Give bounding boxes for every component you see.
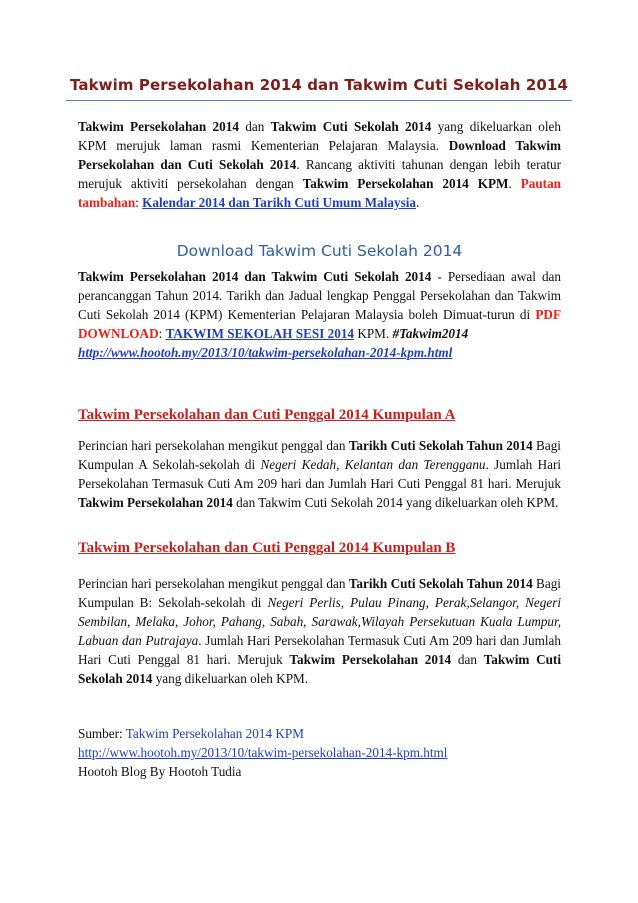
download-text-2: - Persediaan awal dan perancanggan Tahun 2014. Tarikh dan Jadual lengkap Penggal Persekolahan dan Takwim Cuti Sekolah 2014 (KPM) Kementerian Pelajaran Malaysia boleh Dimuat-turun di [78, 269, 561, 322]
download-heading: Download Takwim Cuti Sekolah 2014 [176, 242, 463, 260]
download-text-3: : [158, 326, 166, 341]
hashtag-takwim2014: #Takwim2014 [392, 326, 469, 341]
footer [78, 724, 561, 781]
intro-text-6: . Rancang aktiviti tahunan dengan lebih teratur merujuk aktiviti persekolahan dengan [78, 157, 561, 191]
section-a-heading[interactable]: Takwim Persekolahan dan Cuti Penggal 2014 Kumpulan A [78, 407, 456, 423]
a-text-1: Perincian hari persekolahan mengikut penggal dan [78, 438, 349, 453]
section-b-paragraph [78, 574, 561, 688]
a-text-7: dan Takwim Cuti Sekolah 2014 yang dikeluarkan oleh KPM. [232, 495, 559, 510]
download-bold-1: Takwim Persekolahan 2014 dan Takwim Cuti Sekolah 2014 [78, 269, 432, 284]
title-divider [66, 100, 572, 101]
section-b-heading[interactable]: Takwim Persekolahan dan Cuti Penggal 2014 Kumpulan B [78, 540, 456, 556]
intro-text-10: : [135, 195, 143, 210]
footer-url-link[interactable]: http://www.hootoh.my/2013/10/takwim-persekolahan-2014-kpm.html [78, 745, 448, 760]
intro-bold-7: Takwim Persekolahan 2014 KPM [302, 176, 509, 191]
b-text-9: yang dikeluarkan oleh KPM. [152, 671, 309, 686]
intro-paragraph [78, 117, 561, 212]
sumber-label: Sumber: [78, 726, 126, 741]
intro-text-11: . [415, 195, 420, 210]
intro-text-2: dan [238, 119, 271, 134]
a-text-5: . Jumlah Hari Persekolahan Termasuk Cuti Am 209 hari dan Jumlah Hari Cuti Penggal 81 hari. Merujuk [78, 457, 561, 491]
download-url-link[interactable]: http://www.hootoh.my/2013/10/takwim-persekolahan-2014-kpm.html [78, 345, 453, 360]
a-text-3: Bagi Kumpulan A Sekolah-sekolah di [78, 438, 561, 472]
pautan-tambahan-label: Pautan tambahan [78, 176, 562, 210]
b-bold-6: Takwim Persekolahan 2014 [289, 652, 452, 667]
intro-text-4: yang dikeluarkan oleh KPM merujuk laman rasmi Kementerian Pelajaran Malaysia. [78, 119, 561, 153]
b-text-1: Perincian hari persekolahan mengikut penggal dan [78, 576, 349, 591]
takwim-sekolah-sesi-2014-link[interactable]: TAKWIM SEKOLAH SESI 2014 [165, 326, 355, 341]
a-bold-6: Takwim Persekolahan 2014 [78, 495, 233, 510]
kalendar-2014-link[interactable]: Kalendar 2014 dan Tarikh Cuti Umum Malaysia [142, 195, 416, 210]
sumber-link[interactable]: Takwim Persekolahan 2014 KPM [125, 726, 304, 741]
footer-credit: Hootoh Blog By Hootoh Tudia [78, 764, 242, 779]
intro-bold-1: Takwim Persekolahan 2014 [78, 119, 239, 134]
a-bold-2: Tarikh Cuti Sekolah Tahun 2014 [348, 438, 533, 453]
b-text-7: dan [451, 652, 484, 667]
section-a-paragraph [78, 436, 561, 512]
b-bold-2: Tarikh Cuti Sekolah Tahun 2014 [348, 576, 533, 591]
document-title: Takwim Persekolahan 2014 dan Takwim Cuti Sekolah 2014 [69, 76, 569, 94]
b-italic-4: Negeri Perlis, Pulau Pinang, Perak,Selangor, Negeri Sembilan, Melaka, Johor, Pahang, Sabah, Sarawak,Wilayah Persekutuan Kuala Lumpur, Labuan dan Putrajaya [78, 595, 561, 648]
intro-text-8: . [508, 176, 521, 191]
b-bold-8: Takwim Cuti Sekolah 2014 [78, 652, 561, 686]
intro-bold-5: Download Takwim Persekolahan dan Cuti Sekolah 2014 [78, 138, 562, 172]
download-text-4: KPM. [354, 326, 393, 341]
download-paragraph [78, 267, 561, 362]
b-text-3: Bagi Kumpulan B: Sekolah-sekolah di [78, 576, 561, 610]
a-italic-4: Negeri Kedah, Kelantan dan Terengganu [260, 457, 486, 472]
intro-bold-3: Takwim Cuti Sekolah 2014 [270, 119, 432, 134]
b-text-5: . Jumlah Hari Persekolahan Termasuk Cuti Am 209 hari dan Jumlah Hari Cuti Penggal 81 hari. Merujuk [78, 633, 561, 667]
pdf-download-label: PDF DOWNLOAD [78, 307, 561, 341]
